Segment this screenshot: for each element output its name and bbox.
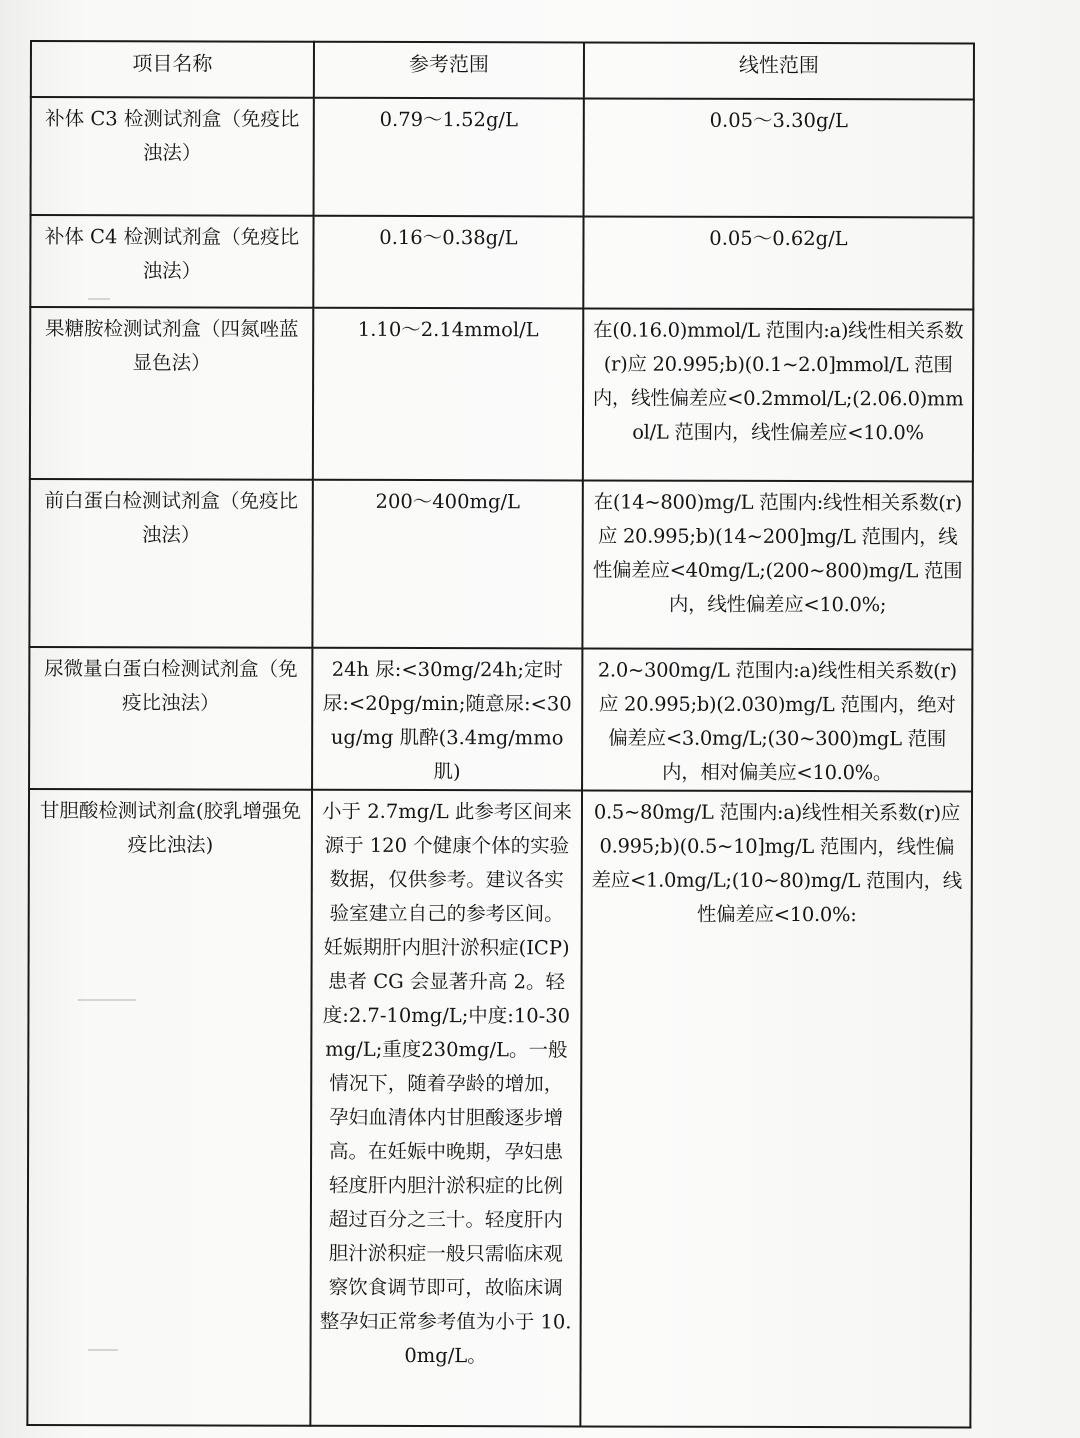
reference-range-cell: 0.79～1.52g/L — [314, 98, 584, 217]
scan-mark — [88, 298, 110, 300]
header-linear-range: 线性范围 — [584, 42, 974, 99]
reference-range-cell: 1.10～2.14mmol/L — [313, 308, 583, 481]
table-row — [31, 97, 974, 217]
item-name-cell: 前白蛋白检测试剂盒（免疫比浊法） — [29, 479, 312, 648]
table-row — [29, 647, 972, 791]
linear-range-cell: 0.05～0.62g/L — [583, 216, 973, 309]
item-name-cell: 果糖胺检测试剂盒（四氮唑蓝显色法） — [30, 307, 313, 480]
table-row — [29, 479, 972, 649]
linear-range-cell: 在(0.16.0)mmol/L 范围内:a)线性相关系数(r)应 20.995;b)(0.1~2.0]mmol/L 范围内，线性偏差应<0.2mmol/L;(2.06.0)mmol/L 范围内，线性偏差应<10.0% — [583, 308, 973, 481]
reference-range-cell: 0.16～0.38g/L — [313, 216, 583, 309]
item-name-cell: 补体 C3 检测试剂盒（免疫比浊法） — [31, 97, 314, 216]
item-name-cell: 补体 C4 检测试剂盒（免疫比浊法） — [30, 215, 313, 308]
scan-mark — [88, 1349, 118, 1351]
linear-range-cell: 0.5~80mg/L 范围内:a)线性相关系数(r)应 0.995;b)(0.5~10]mg/L 范围内，线性偏差应<1.0mg/L;(10~80)mg/L 范围内，线性偏差应<10.0%: — [580, 790, 972, 1427]
linear-range-cell: 0.05～3.30g/L — [584, 98, 974, 217]
table-row — [30, 307, 973, 481]
reagent-spec-table — [26, 40, 975, 1428]
header-reference-range: 参考范围 — [314, 42, 584, 99]
reference-range-cell: 200～400mg/L — [312, 480, 582, 649]
header-item-name: 项目名称 — [31, 41, 314, 98]
item-name-cell: 甘胆酸检测试剂盒(胶乳增强免疫比浊法) — [27, 789, 312, 1426]
item-name-cell: 尿微量白蛋白检测试剂盒（免疫比浊法） — [29, 647, 312, 790]
reference-range-cell: 小于 2.7mg/L 此参考区间来源于 120 个健康个体的实验数据，仅供参考。建议各实验室建立自己的参考区间。妊娠期肝内胆汁淤积症(ICP)患者 CG 会显著升高 2。轻度:2.7-10mg/L;中度:10-30mg/L;重度230mg/L。一般情况下，随着孕龄的增加，孕妇血清体内甘胆酸逐步增高。在妊娠中晚期，孕妇患轻度肝内胆汁淤积症的比例超过百分之三十。轻度肝内胆汁淤积症一般只需临床观察饮食调节即可，故临床调整孕妇正常参考值为小于 10.0mg/L。 — [310, 790, 582, 1427]
scan-mark — [78, 999, 136, 1001]
table-row — [27, 789, 972, 1427]
reference-range-cell: 24h 尿:<30mg/24h;定时尿:<20pg/min;随意尿:<30ug/mg 肌酔(3.4mg/mmo 肌) — [312, 648, 582, 791]
table-header-row — [31, 41, 974, 99]
linear-range-cell: 在(14~800)mg/L 范围内:线性相关系数(r)应 20.995;b)(14~200]mg/L 范围内，线性偏差应<40mg/L;(200~800)mg/L 范围内，线性偏差应<10.0%; — [582, 480, 972, 649]
table-row — [30, 215, 973, 309]
linear-range-cell: 2.0~300mg/L 范围内:a)线性相关系数(r)应 20.995;b)(2.030)mg/L 范围内，绝对偏差应<3.0mg/L;(30~300)mgL 范围内，相对偏美应<10.0%。 — [582, 648, 972, 791]
